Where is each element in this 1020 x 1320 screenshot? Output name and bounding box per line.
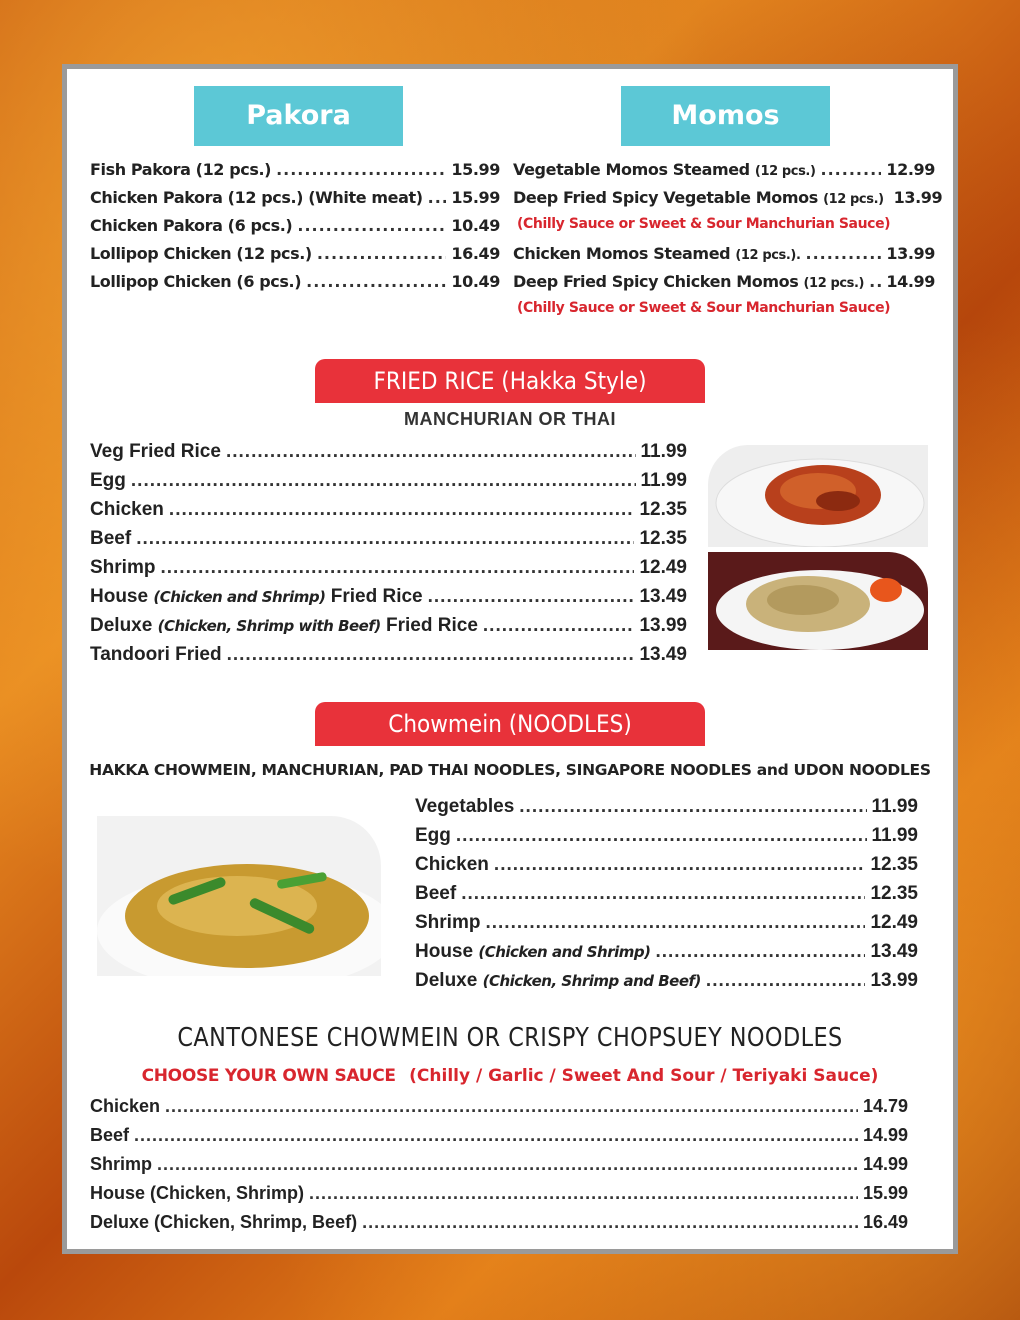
chowmein-banner: Chowmein (NOODLES) xyxy=(315,702,705,746)
list-item: House (Chicken and Shrimp) Fried Rice ..... 13.49 xyxy=(90,586,687,615)
fried-rice-photo-1 xyxy=(708,445,928,547)
momos-list xyxy=(513,160,943,328)
list-item: Shrimp ..... 12.49 xyxy=(90,557,687,586)
chowmein-list xyxy=(415,796,918,999)
fried-rice-subtitle: MANCHURIAN OR THAI xyxy=(404,409,616,429)
list-item: Chicken ..... 14.79 xyxy=(90,1096,908,1125)
list-item: Shrimp ..... 14.99 xyxy=(90,1154,908,1183)
cantonese-sauce-line xyxy=(67,1066,953,1086)
cantonese-list xyxy=(90,1096,908,1241)
sauce-note: (Chilly Sauce or Sweet & Sour Manchurian Sauce) xyxy=(517,300,891,316)
fried-rice-banner: FRIED RICE (Hakka Style) xyxy=(315,359,705,403)
list-item: Beef ..... 12.35 xyxy=(90,528,687,557)
fried-rice-image xyxy=(708,445,928,547)
cantonese-title: CANTONESE CHOWMEIN OR CRISPY CHOPSUEY NOODLES xyxy=(177,1023,843,1053)
list-item: Chicken ..... 12.35 xyxy=(415,854,918,883)
list-item: House (Chicken, Shrimp) ..... 15.99 xyxy=(90,1183,908,1212)
noodles-image xyxy=(97,816,381,976)
fried-rice-image xyxy=(708,552,928,650)
list-item: Chicken Pakora (6 pcs.) ..... 10.49 xyxy=(90,216,500,244)
list-item: Deep Fried Spicy Chicken Momos (12 pcs.) ..... 14.99 xyxy=(513,272,935,300)
fried-rice-photo-2 xyxy=(708,552,928,650)
list-item: Chicken Pakora (12 pcs.) (White meat) ..... 15.99 xyxy=(90,188,500,216)
list-item: Beef ..... 14.99 xyxy=(90,1125,908,1154)
list-item: Chicken Momos Steamed (12 pcs.). ..... 13.99 xyxy=(513,244,935,272)
chowmein-subtitle: HAKKA CHOWMEIN, MANCHURIAN, PAD THAI NOODLES, SINGAPORE NOODLES and UDON NOODLES xyxy=(89,761,931,779)
choose-sauce-label: CHOOSE YOUR OWN SAUCE xyxy=(141,1066,396,1086)
list-item: Deluxe (Chicken, Shrimp with Beef) Fried Rice ..... 13.99 xyxy=(90,615,687,644)
list-item: Beef ..... 12.35 xyxy=(415,883,918,912)
sauce-note: (Chilly Sauce or Sweet & Sour Manchurian Sauce) xyxy=(517,216,891,232)
list-item: Vegetables ..... 11.99 xyxy=(415,796,918,825)
list-item: Egg ..... 11.99 xyxy=(90,470,687,499)
sauce-options: (Chilly / Garlic / Sweet And Sour / Teriyaki Sauce) xyxy=(409,1066,879,1086)
list-item: Chicken ..... 12.35 xyxy=(90,499,687,528)
list-item: Vegetable Momos Steamed (12 pcs.) ..... 12.99 xyxy=(513,160,935,188)
list-item: Deluxe (Chicken, Shrimp, Beef) ..... 16.49 xyxy=(90,1212,908,1241)
list-item: Deep Fried Spicy Vegetable Momos (12 pcs.) 13.99 xyxy=(513,188,943,207)
list-item: Fish Pakora (12 pcs.) ..... 15.99 xyxy=(90,160,500,188)
momos-header: Momos xyxy=(621,86,830,146)
fried-rice-list xyxy=(90,441,687,673)
list-item: Veg Fried Rice ..... 11.99 xyxy=(90,441,687,470)
chowmein-photo xyxy=(97,816,381,976)
list-item: Egg ..... 11.99 xyxy=(415,825,918,854)
list-item: Tandoori Fried ..... 13.49 xyxy=(90,644,687,673)
list-item: House (Chicken and Shrimp) ..... 13.49 xyxy=(415,941,918,970)
pakora-header: Pakora xyxy=(194,86,403,146)
list-item: Deluxe (Chicken, Shrimp and Beef) ..... 13.99 xyxy=(415,970,918,999)
list-item: Shrimp ..... 12.49 xyxy=(415,912,918,941)
list-item: Lollipop Chicken (12 pcs.) ..... 16.49 xyxy=(90,244,500,272)
list-item: Lollipop Chicken (6 pcs.) ..... 10.49 xyxy=(90,272,500,300)
menu-card xyxy=(62,64,958,1254)
pakora-list xyxy=(90,160,500,300)
